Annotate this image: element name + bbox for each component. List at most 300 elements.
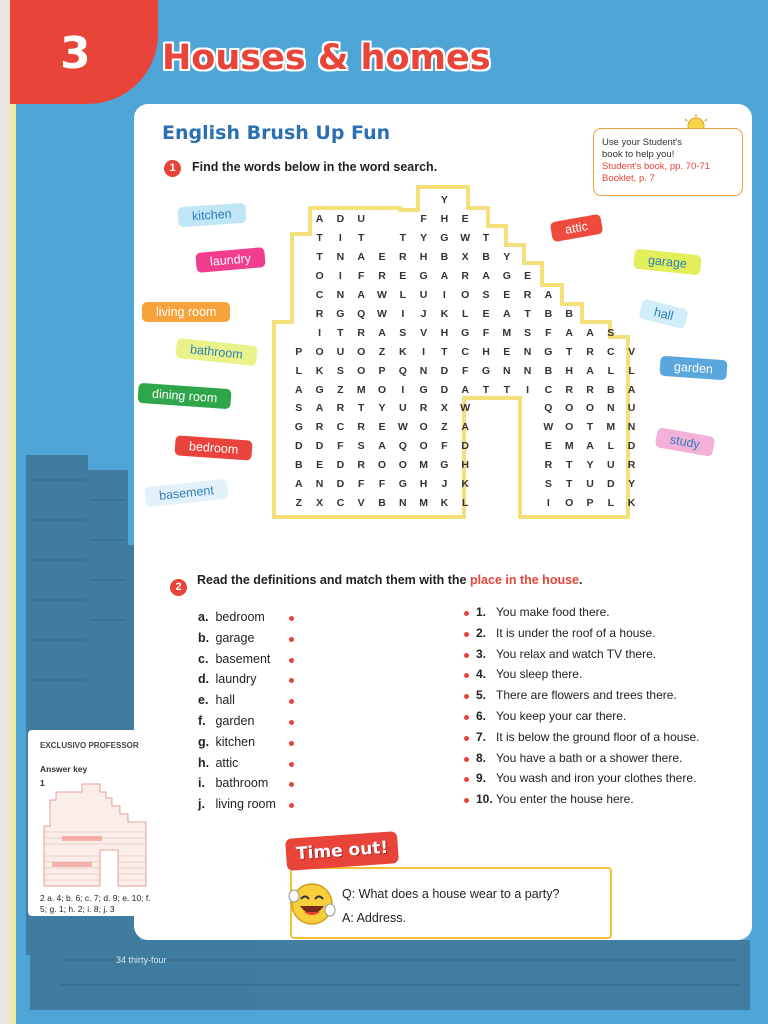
- grid-letter: E: [399, 269, 407, 282]
- place-word: kitchen: [212, 734, 256, 749]
- match-dot[interactable]: [464, 715, 469, 720]
- grid-letter: G: [440, 459, 449, 472]
- grid-letter: D: [461, 440, 469, 453]
- grid-letter: T: [441, 345, 448, 358]
- grid-letter: O: [315, 345, 324, 358]
- grid-letter: G: [419, 383, 428, 396]
- grid-letter: G: [544, 345, 553, 358]
- grid-letter: Z: [378, 345, 386, 358]
- definition-item: [476, 709, 626, 723]
- grid-letter: L: [628, 364, 635, 377]
- panel-title: English Brush Up Fun: [162, 122, 391, 144]
- grid-letter: G: [461, 326, 470, 339]
- grid-letter: O: [565, 421, 574, 434]
- definition-item: [476, 667, 582, 681]
- grid-letter: F: [461, 364, 469, 377]
- word-tag: basement: [144, 479, 229, 508]
- place-word: bedroom: [212, 610, 265, 624]
- place-item: [198, 631, 254, 645]
- grid-letter: M: [564, 440, 574, 453]
- grid-letter: K: [440, 307, 449, 320]
- grid-letter: M: [419, 459, 428, 472]
- grid-letter: O: [585, 402, 595, 415]
- answer-key-number: 1: [40, 778, 45, 788]
- grid-letter: W: [460, 231, 471, 244]
- grid-letter: D: [315, 440, 324, 453]
- place-letter: b.: [198, 630, 210, 645]
- grid-letter: N: [523, 364, 532, 377]
- grid-letter: S: [399, 326, 407, 339]
- grid-letter: N: [336, 288, 345, 301]
- definition-number: 9.: [476, 771, 487, 786]
- grid-letter: U: [607, 459, 615, 472]
- grid-letter: Y: [420, 231, 428, 244]
- definition-text: You enter the house here.: [496, 792, 634, 807]
- grid-letter: W: [377, 288, 387, 301]
- grid-letter: Q: [398, 364, 407, 377]
- place-letter: h.: [198, 755, 210, 770]
- definition-number: 5.: [476, 688, 487, 703]
- grid-letter: D: [295, 440, 303, 453]
- word-tag: laundry: [195, 247, 265, 273]
- grid-letter: O: [419, 440, 428, 453]
- grid-letter: Y: [628, 478, 636, 491]
- place-word: garden: [212, 714, 255, 728]
- grid-letter: T: [316, 231, 323, 244]
- grid-letter: H: [565, 364, 573, 377]
- highlight-text: place in the house: [469, 573, 579, 587]
- place-word: living room: [212, 797, 276, 812]
- definition-text: There are flowers and trees there.: [496, 688, 677, 703]
- answer-key-text: 2 a. 4; b. 6; c. 7; d. 9; e. 10; f. 5; g. 1; h. 2; i. 8; j. 3: [40, 893, 151, 914]
- grid-letter: R: [565, 383, 573, 396]
- definition-number: 4.: [476, 667, 487, 682]
- grid-letter: I: [338, 231, 342, 244]
- grid-letter: N: [419, 364, 428, 377]
- grid-letter: R: [357, 459, 365, 472]
- grid-letter: U: [586, 478, 594, 491]
- grid-letter: L: [295, 364, 302, 377]
- grid-letter: N: [336, 250, 345, 263]
- match-dot[interactable]: [464, 632, 469, 637]
- grid-letter: H: [461, 459, 469, 472]
- grid-letter: O: [315, 269, 324, 282]
- definition-text: You wash and iron your clothes there.: [496, 771, 697, 786]
- grid-letter: R: [461, 269, 469, 282]
- grid-letter: X: [316, 497, 324, 510]
- grid-letter: O: [377, 383, 387, 396]
- definition-number: 1.: [476, 605, 487, 619]
- grid-letter: K: [461, 478, 469, 491]
- place-word: garage: [212, 630, 255, 645]
- grid-letter: U: [357, 212, 365, 225]
- word-tag: living room: [142, 302, 230, 322]
- grid-letter: S: [357, 440, 365, 453]
- grid-letter: D: [336, 478, 345, 491]
- grid-letter: O: [398, 459, 407, 472]
- place-item: [198, 756, 238, 770]
- grid-letter: L: [607, 440, 614, 453]
- page-number: 34 thirty-four: [116, 955, 167, 965]
- grid-letter: B: [295, 459, 303, 472]
- grid-letter: O: [419, 421, 428, 434]
- grid-letter: I: [401, 307, 405, 320]
- tip-line: Use your Student's: [602, 137, 682, 148]
- grid-letter: T: [337, 326, 344, 339]
- match-dot[interactable]: [464, 653, 469, 658]
- grid-letter: N: [523, 345, 532, 358]
- place-letter: a.: [198, 610, 209, 624]
- definition-text: You sleep there.: [496, 667, 583, 682]
- word-tag: hall: [638, 299, 689, 330]
- grid-letter: K: [315, 364, 324, 377]
- grid-letter: T: [482, 231, 490, 244]
- grid-letter: W: [377, 307, 387, 320]
- definition-item: [476, 688, 677, 702]
- tip-line: book to help you!: [602, 149, 675, 160]
- grid-letter: A: [565, 326, 573, 339]
- grid-letter: G: [398, 478, 407, 491]
- grid-letter: B: [544, 364, 553, 377]
- match-dot[interactable]: [289, 658, 294, 663]
- grid-letter: R: [586, 383, 594, 396]
- grid-letter: X: [440, 402, 448, 415]
- exercise-number: 2: [170, 579, 187, 596]
- grid-letter: A: [586, 440, 594, 453]
- place-word: bathroom: [212, 776, 269, 791]
- word-tag: dining room: [137, 383, 231, 409]
- grid-letter: S: [295, 402, 303, 415]
- mini-house-answer-icon: [42, 780, 150, 888]
- grid-letter: L: [461, 307, 469, 320]
- grid-letter: B: [544, 307, 553, 320]
- grid-letter: R: [523, 288, 532, 301]
- grid-letter: A: [586, 326, 594, 339]
- grid-letter: T: [503, 383, 510, 396]
- grid-letter: G: [502, 269, 511, 282]
- grid-letter: A: [378, 326, 386, 339]
- grid-letter: A: [315, 212, 324, 225]
- grid-letter: N: [315, 478, 324, 491]
- match-dot[interactable]: [464, 757, 469, 762]
- grid-letter: S: [544, 478, 552, 491]
- grid-letter: A: [586, 364, 594, 377]
- grid-letter: T: [316, 250, 323, 263]
- joke-answer: A: Address.: [342, 911, 406, 925]
- place-word: attic: [212, 755, 239, 770]
- place-letter: f.: [198, 714, 206, 728]
- grid-letter: Q: [398, 440, 407, 453]
- definition-text: You relax and watch TV there.: [496, 646, 657, 661]
- grid-letter: J: [441, 478, 448, 491]
- teacher-heading: EXCLUSIVO PROFESSOR: [40, 741, 139, 750]
- grid-letter: R: [315, 421, 324, 434]
- definition-text: You have a bath or a shower there.: [496, 750, 683, 765]
- grid-letter: L: [607, 364, 614, 377]
- place-letter: j.: [198, 797, 205, 812]
- grid-letter: A: [315, 402, 324, 415]
- grid-letter: R: [627, 459, 636, 472]
- grid-letter: I: [442, 288, 446, 301]
- grid-letter: F: [482, 326, 490, 339]
- definition-item: [476, 751, 682, 765]
- grid-letter: W: [397, 421, 408, 434]
- place-item: [198, 693, 235, 707]
- grid-letter: H: [482, 345, 490, 358]
- match-dot[interactable]: [289, 616, 294, 621]
- grid-letter: F: [441, 440, 448, 453]
- grid-letter: O: [461, 288, 470, 301]
- definition-number: 7.: [476, 729, 487, 744]
- unit-title: Houses & homes: [162, 38, 491, 78]
- grid-letter: V: [357, 497, 365, 510]
- grid-letter: G: [336, 307, 345, 320]
- grid-letter: Y: [503, 250, 511, 263]
- grid-letter: D: [440, 383, 449, 396]
- grid-letter: T: [565, 478, 573, 491]
- match-dot[interactable]: [289, 741, 294, 746]
- grid-letter: R: [336, 402, 345, 415]
- grid-letter: E: [503, 288, 511, 301]
- word-tag: bedroom: [174, 435, 253, 460]
- grid-letter: X: [461, 250, 469, 263]
- match-dot[interactable]: [289, 762, 294, 767]
- unit-number: 3: [60, 28, 91, 79]
- grid-letter: E: [461, 212, 469, 225]
- grid-letter: E: [482, 307, 490, 320]
- grid-letter: R: [357, 326, 365, 339]
- match-dot[interactable]: [464, 736, 469, 741]
- grid-letter: H: [440, 326, 449, 339]
- exercise-instruction: Read the definitions and match them with the place in the house.: [197, 573, 583, 587]
- grid-letter: B: [565, 307, 573, 320]
- definition-text: It is under the roof of a house.: [496, 625, 656, 640]
- grid-letter: C: [336, 497, 345, 510]
- grid-letter: C: [607, 345, 615, 358]
- grid-letter: Q: [544, 402, 553, 415]
- grid-letter: R: [315, 307, 324, 320]
- grid-letter: E: [316, 459, 324, 472]
- grid-letter: Y: [378, 402, 386, 415]
- definition-number: 3.: [476, 646, 487, 661]
- grid-letter: R: [357, 421, 365, 434]
- grid-letter: M: [606, 421, 616, 434]
- grid-letter: S: [482, 288, 490, 301]
- place-item: [198, 714, 254, 728]
- grid-letter: V: [628, 345, 636, 358]
- grid-letter: K: [627, 497, 636, 510]
- grid-letter: M: [419, 497, 428, 510]
- grid-letter: V: [420, 326, 428, 339]
- grid-letter: T: [357, 231, 365, 244]
- word-tag: attic: [550, 214, 604, 243]
- definition-item: [476, 647, 656, 661]
- laughing-face-icon: [288, 880, 336, 928]
- grid-letter: O: [357, 345, 366, 358]
- place-item: [198, 797, 276, 811]
- time-out-title: Time out!: [295, 837, 389, 865]
- grid-letter: L: [607, 497, 614, 510]
- word-tag: kitchen: [177, 203, 246, 228]
- grid-letter: P: [295, 345, 303, 358]
- answer-key-label: Answer key: [40, 764, 88, 774]
- match-dot[interactable]: [464, 611, 469, 616]
- tip-reference: Student's book, pp. 70-71: [602, 161, 710, 172]
- grid-letter: S: [524, 326, 532, 339]
- place-letter: e.: [198, 693, 209, 708]
- grid-letter: K: [399, 345, 407, 358]
- word-tag: garage: [633, 249, 702, 276]
- grid-letter: F: [378, 478, 386, 491]
- definition-item: [476, 771, 696, 785]
- grid-letter: F: [337, 440, 344, 453]
- match-dot[interactable]: [289, 720, 294, 725]
- grid-letter: E: [378, 250, 386, 263]
- grid-letter: Q: [357, 307, 366, 320]
- grid-letter: O: [565, 402, 574, 415]
- grid-letter: B: [440, 250, 449, 263]
- grid-letter: R: [586, 345, 594, 358]
- place-letter: d.: [198, 672, 210, 687]
- grid-letter: I: [401, 383, 405, 396]
- grid-letter: R: [419, 402, 428, 415]
- grid-letter: B: [607, 383, 615, 396]
- grid-letter: H: [419, 478, 428, 491]
- grid-letter: G: [440, 231, 449, 244]
- grid-letter: Z: [295, 497, 302, 510]
- grid-letter: P: [378, 364, 386, 377]
- grid-letter: R: [399, 250, 407, 263]
- place-letter: c.: [198, 651, 209, 666]
- definition-number: 10.: [476, 792, 493, 807]
- grid-letter: S: [336, 364, 344, 377]
- definition-number: 6.: [476, 709, 487, 723]
- grid-letter: K: [440, 497, 449, 510]
- definition-item: [476, 626, 655, 640]
- definition-number: 2.: [476, 625, 487, 640]
- grid-letter: O: [377, 459, 387, 472]
- grid-letter: E: [378, 421, 386, 434]
- grid-letter: I: [546, 497, 550, 510]
- definition-item: [476, 730, 699, 744]
- grid-letter: F: [420, 212, 427, 225]
- grid-letter: T: [586, 421, 594, 434]
- word-tag: study: [655, 427, 715, 457]
- grid-letter: D: [627, 440, 636, 453]
- grid-letter: A: [544, 288, 553, 301]
- grid-letter: B: [482, 250, 490, 263]
- grid-letter: O: [565, 497, 574, 510]
- definition-number: 8.: [476, 750, 487, 765]
- exercise-number: 1: [164, 160, 181, 177]
- grid-letter: M: [502, 326, 512, 339]
- grid-letter: D: [607, 478, 615, 491]
- grid-letter: T: [482, 383, 490, 396]
- grid-letter: A: [461, 383, 469, 396]
- grid-letter: C: [461, 345, 469, 358]
- grid-letter: U: [399, 402, 407, 415]
- grid-letter: P: [586, 497, 594, 510]
- grid-letter: C: [544, 383, 553, 396]
- place-item: [198, 652, 270, 666]
- place-word: laundry: [212, 672, 257, 687]
- match-dot[interactable]: [289, 637, 294, 642]
- grid-letter: W: [543, 421, 554, 434]
- grid-letter: I: [526, 383, 530, 396]
- grid-letter: G: [419, 269, 428, 282]
- grid-letter: L: [461, 497, 469, 510]
- grid-letter: W: [460, 402, 471, 415]
- place-letter: i.: [198, 776, 205, 791]
- grid-letter: A: [482, 269, 490, 282]
- grid-letter: Y: [440, 194, 448, 206]
- grid-letter: Z: [441, 421, 448, 434]
- grid-letter: A: [295, 383, 303, 396]
- grid-letter: F: [357, 269, 365, 282]
- definition-item: [476, 605, 610, 619]
- exercise-instruction: Find the words below in the word search.: [192, 160, 438, 174]
- definition-text: You make food there.: [496, 605, 610, 619]
- place-item: [198, 735, 255, 749]
- grid-letter: T: [565, 459, 573, 472]
- grid-letter: H: [419, 250, 428, 263]
- definition-text: It is below the ground floor of a house.: [496, 729, 700, 744]
- grid-letter: A: [627, 383, 636, 396]
- grid-letter: F: [545, 326, 552, 339]
- joke-question: Q: What does a house wear to a party?: [342, 887, 560, 901]
- grid-letter: A: [357, 288, 365, 301]
- grid-letter: T: [357, 402, 365, 415]
- grid-letter: E: [524, 269, 532, 282]
- grid-letter: H: [440, 212, 449, 225]
- grid-letter: N: [503, 364, 511, 377]
- grid-letter: O: [357, 364, 366, 377]
- grid-letter: M: [356, 383, 366, 396]
- definition-text: You keep your car there.: [496, 709, 627, 723]
- grid-letter: F: [357, 478, 365, 491]
- grid-letter: D: [336, 212, 345, 225]
- place-word: hall: [212, 693, 235, 708]
- grid-letter: B: [378, 497, 386, 510]
- place-word: basement: [212, 651, 271, 666]
- grid-letter: A: [295, 478, 303, 491]
- grid-letter: S: [607, 326, 615, 339]
- grid-letter: G: [481, 364, 491, 377]
- grid-letter: E: [503, 345, 511, 358]
- grid-letter: T: [565, 345, 573, 358]
- grid-letter: A: [503, 307, 511, 320]
- grid-letter: Y: [586, 459, 594, 472]
- grid-letter: C: [315, 288, 324, 301]
- grid-letter: L: [399, 288, 406, 301]
- tip-reference: Booklet, p. 7: [602, 173, 655, 184]
- grid-letter: D: [440, 364, 449, 377]
- grid-letter: T: [524, 307, 531, 320]
- grid-letter: T: [399, 231, 406, 244]
- grid-letter: J: [420, 307, 427, 320]
- word-tag: bathroom: [175, 338, 257, 366]
- grid-letter: U: [627, 402, 636, 415]
- grid-letter: A: [461, 421, 469, 434]
- grid-letter: N: [607, 402, 615, 415]
- grid-letter: G: [315, 383, 324, 396]
- grid-letter: E: [544, 440, 552, 453]
- grid-letter: Z: [337, 383, 344, 396]
- grid-letter: I: [338, 269, 342, 282]
- grid-letter: G: [294, 421, 303, 434]
- place-letter: g.: [198, 734, 210, 749]
- place-item: [198, 672, 256, 686]
